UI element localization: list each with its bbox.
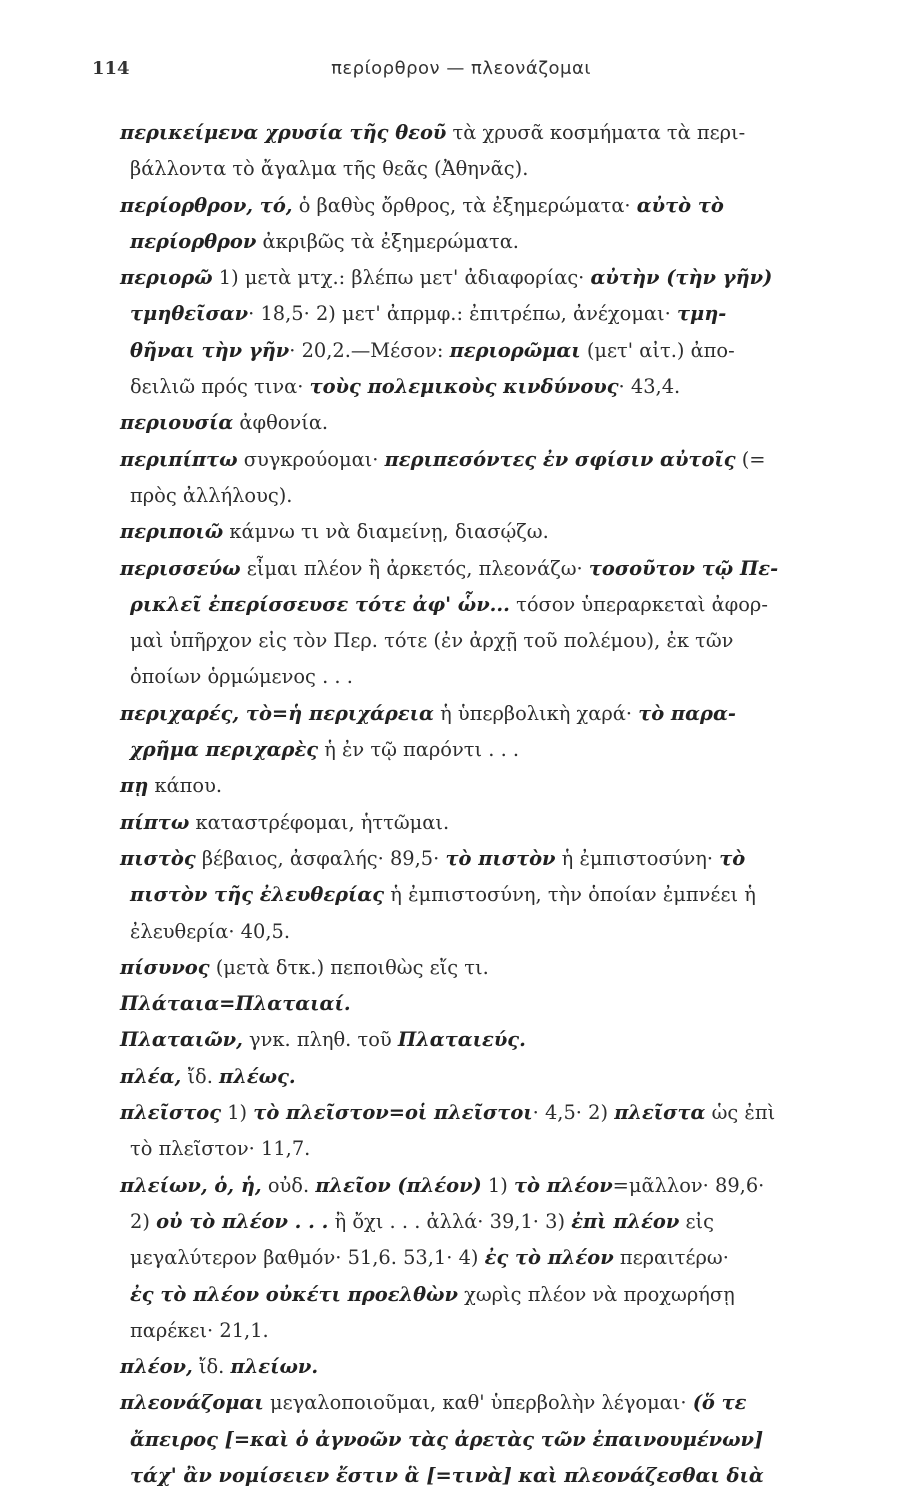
text-line: [120, 478, 850, 514]
text-line: [120, 623, 850, 659]
entry-text: βέβαιος, ἀσφαλής· 89,5·: [195, 846, 446, 870]
entry-text: =μᾶλλον· 89,6·: [612, 1173, 765, 1197]
text-line: [120, 1204, 850, 1240]
entry-headword: Πλάταια=Πλαταιαί.: [120, 992, 351, 1016]
entry-text: οὐδ.: [261, 1173, 316, 1197]
entry-text: μαὶ ὑπῆρχον εἰς τὸν Περ. τότε (ἐν ἀρχῇ τοῦ πολέμου), ἐκ τῶν: [130, 629, 734, 653]
text-line: [120, 1059, 850, 1095]
text-line: [120, 986, 850, 1022]
entry-headword: περιορῶμαι: [449, 338, 581, 362]
entry-text: εἰς: [679, 1209, 714, 1233]
entry-headword: περιχαρές, τὸ=ἡ περιχάρεια: [120, 701, 434, 725]
entry-text: ἢ ὄχι . . . ἀλλά· 39,1· 3): [328, 1209, 572, 1233]
entry-text: ἐλευθερία· 40,5.: [130, 919, 291, 943]
text-line: [120, 296, 850, 332]
entry-text: μεγαλύτερον βαθμόν· 51,6. 53,1· 4): [130, 1246, 485, 1270]
entry-text: βάλλοντα τὸ ἄγαλμα τῆς θεᾶς (Ἀθηνᾶς).: [130, 157, 529, 181]
entry-headword: πιστὸς: [120, 846, 196, 870]
text-line: [120, 732, 850, 768]
entry-text: (=: [735, 447, 766, 471]
entry-headword: περίορθρον: [130, 229, 257, 253]
entry-text: εἶμαι πλέον ἢ ἀρκετός, πλεονάζω·: [240, 556, 589, 580]
text-line: [120, 1349, 850, 1385]
entry-headword: Πλαταιεύς.: [397, 1028, 526, 1052]
text-line: [120, 405, 850, 441]
text-line: [120, 841, 850, 877]
entry-text: (μετὰ δτκ.) πεποιθὼς εἴς τι.: [209, 955, 489, 979]
entry-text: περαιτέρω·: [613, 1246, 729, 1270]
entry-text: τὸ πλεῖστον· 11,7.: [130, 1137, 311, 1161]
running-head: περίορθρον — πλεονάζομαι: [331, 58, 591, 79]
text-line: [120, 1458, 850, 1494]
text-line: [120, 587, 850, 623]
entry-text: μεγαλοποιοῦμαι, καθ' ὑπερβολὴν λέγομαι·: [263, 1391, 693, 1415]
entry-text: συγκρούομαι·: [237, 447, 385, 471]
text-line: [120, 696, 850, 732]
text-line: [120, 1095, 850, 1131]
entry-text: ἡ ὑπερβολικὴ χαρά·: [433, 701, 639, 725]
entry-text: · 18,5· 2) μετ' ἀπρμφ.: ἐπιτρέπω, ἀνέχομαι·: [248, 302, 677, 326]
text-line: [120, 1313, 850, 1349]
entry-headword: πίπτω: [120, 810, 190, 834]
text-line: [120, 551, 850, 587]
entry-text: ἴδ.: [192, 1355, 231, 1379]
entry-text: (μετ' αἰτ.) ἀπο-: [580, 338, 735, 362]
entry-headword: τὸ πιστὸν: [445, 846, 556, 870]
entry-headword: περιπεσόντες ἐν σφίσιν αὐτοῖς: [384, 447, 736, 471]
entry-text: καταστρέφομαι, ἡττῶμαι.: [189, 810, 450, 834]
entry-headword: περιουσία: [120, 411, 234, 435]
text-line: [120, 659, 850, 695]
entry-headword: αὐτὸ τὸ: [636, 193, 724, 217]
entry-text: 1) μετὰ μτχ.: βλέπω μετ' ἀδιαφορίας·: [212, 266, 591, 290]
text-line: [120, 333, 850, 369]
entry-text: ἀκριβῶς τὰ ἐξημερώματα.: [256, 229, 519, 253]
entry-headword: τμη-: [676, 302, 727, 326]
entry-text: τόσον ὑπεραρκεταὶ ἀφορ-: [509, 592, 768, 616]
entry-headword: τὸ πλεῖστον=οἱ πλεῖστοι: [253, 1101, 533, 1125]
dictionary-body: [120, 115, 850, 1494]
entry-text: ἡ ἐν τῷ παρόντι . . .: [318, 738, 520, 762]
text-line: [120, 260, 850, 296]
text-line: [120, 1422, 850, 1458]
entry-headword: ἐς τὸ πλέον: [484, 1246, 614, 1270]
text-line: [120, 1131, 850, 1167]
text-line: [120, 442, 850, 478]
text-line: [120, 151, 850, 187]
entry-headword: ἐπὶ πλέον: [571, 1209, 680, 1233]
entry-text: ὁ βαθὺς ὄρθρος, τὰ ἐξημερώματα·: [292, 193, 637, 217]
entry-headword: πλείων, ὁ, ἡ,: [120, 1173, 262, 1197]
text-line: [120, 1240, 850, 1276]
entry-text: γνκ. πληθ. τοῦ: [242, 1028, 398, 1052]
entry-text: ἡ ἐμπιστοσύνη, τὴν ὁποίαν ἐμπνέει ἡ: [384, 883, 756, 907]
entry-headword: τμηθεῖσαν: [130, 302, 249, 326]
entry-headword: πλέον,: [120, 1355, 193, 1379]
entry-headword: πίσυνος: [120, 955, 210, 979]
entry-headword: τοσοῦτον τῷ Πε-: [588, 556, 779, 580]
entry-headword: πλεονάζομαι: [120, 1391, 264, 1415]
entry-headword: ἐς τὸ πλέον οὐκέτι προελθὼν: [130, 1282, 458, 1306]
entry-headword: χρῆμα περιχαρὲς: [130, 738, 319, 762]
entry-headword: περιορῶ: [120, 266, 213, 290]
text-line: [120, 1022, 850, 1058]
entry-text: χωρὶς πλέον νὰ προχωρήσῃ: [457, 1282, 735, 1306]
entry-text: δειλιῶ πρός τινα·: [130, 375, 310, 399]
entry-text: παρέκει· 21,1.: [130, 1318, 269, 1342]
entry-headword: περίορθρον, τό,: [120, 193, 293, 217]
entry-text: ἴδ.: [181, 1064, 220, 1088]
page-header: [0, 58, 922, 88]
entry-headword: τὸ πλέον: [513, 1173, 613, 1197]
entry-text: ὡς ἐπὶ: [705, 1101, 776, 1125]
entry-text: κάμνω τι νὰ διαμείνῃ, διασῴζω.: [223, 520, 549, 544]
entry-headword: περισσεύω: [120, 556, 241, 580]
entry-headword: πλέως.: [219, 1064, 296, 1088]
entry-text: τὰ χρυσᾶ κοσμήματα τὰ περι-: [446, 121, 746, 144]
entry-headword: τοὺς πολεμικοὺς κινδύνους: [309, 375, 619, 399]
entry-text: · 43,4.: [618, 375, 681, 399]
entry-headword: τὸ: [719, 846, 746, 870]
entry-text: ὁποίων ὁρμώμενος . . .: [130, 665, 353, 689]
entry-text: 2): [130, 1209, 157, 1233]
entry-headword: πλείων.: [230, 1355, 319, 1379]
text-line: [120, 1385, 850, 1421]
entry-headword: θῆναι τὴν γῆν: [130, 338, 290, 362]
entry-headword: αὐτὴν (τὴν γῆν): [590, 266, 773, 290]
text-line: [120, 805, 850, 841]
entry-headword: οὐ τὸ πλέον . . .: [156, 1209, 329, 1233]
entry-text: κάπου.: [148, 774, 223, 798]
text-line: [120, 369, 850, 405]
text-line: [120, 514, 850, 550]
entry-text: · 4,5· 2): [532, 1101, 615, 1125]
text-line: [120, 115, 850, 151]
entry-headword: τὸ παρα-: [638, 701, 736, 725]
text-line: [120, 877, 850, 913]
entry-headword: πλέα,: [120, 1064, 182, 1088]
entry-headword: πλεῖστα: [614, 1101, 706, 1125]
entry-text: 1): [221, 1101, 254, 1125]
entry-headword: πλεῖστος: [120, 1101, 222, 1125]
entry-headword: τάχ' ἂν νομίσειεν ἔστιν ἃ [=τινὰ] καὶ πλεονάζεσθαι διὰ: [130, 1463, 764, 1487]
text-line: [120, 914, 850, 950]
entry-headword: περικείμενα χρυσία τῆς θεοῦ: [120, 121, 447, 144]
text-line: [120, 224, 850, 260]
text-line: [120, 1277, 850, 1313]
text-line: [120, 188, 850, 224]
entry-text: πρὸς ἀλλήλους).: [130, 483, 293, 507]
entry-text: · 20,2.—Μέσον:: [289, 338, 450, 362]
entry-headword: περιποιῶ: [120, 520, 224, 544]
text-line: [120, 768, 850, 804]
text-line: [120, 950, 850, 986]
text-line: [120, 1168, 850, 1204]
entry-headword: ρικλεῖ ἐπερίσσευσε τότε ἀφ' ὧν...: [130, 592, 510, 616]
entry-headword: Πλαταιῶν,: [120, 1028, 243, 1052]
entry-headword: πιστὸν τῆς ἐλευθερίας: [130, 883, 385, 907]
entry-text: ἡ ἐμπιστοσύνη·: [555, 846, 720, 870]
entry-headword: ἄπειρος [=καὶ ὁ ἀγνοῶν τὰς ἀρετὰς τῶν ἐπαινουμένων]: [130, 1427, 764, 1451]
entry-headword: περιπίπτω: [120, 447, 238, 471]
page-number: 114: [92, 58, 130, 79]
entry-text: ἀφθονία.: [233, 411, 329, 435]
entry-headword: πλεῖον (πλέον): [315, 1173, 482, 1197]
entry-headword: (ὅ τε: [692, 1391, 747, 1415]
entry-headword: πῃ: [120, 774, 149, 798]
entry-text: 1): [481, 1173, 514, 1197]
